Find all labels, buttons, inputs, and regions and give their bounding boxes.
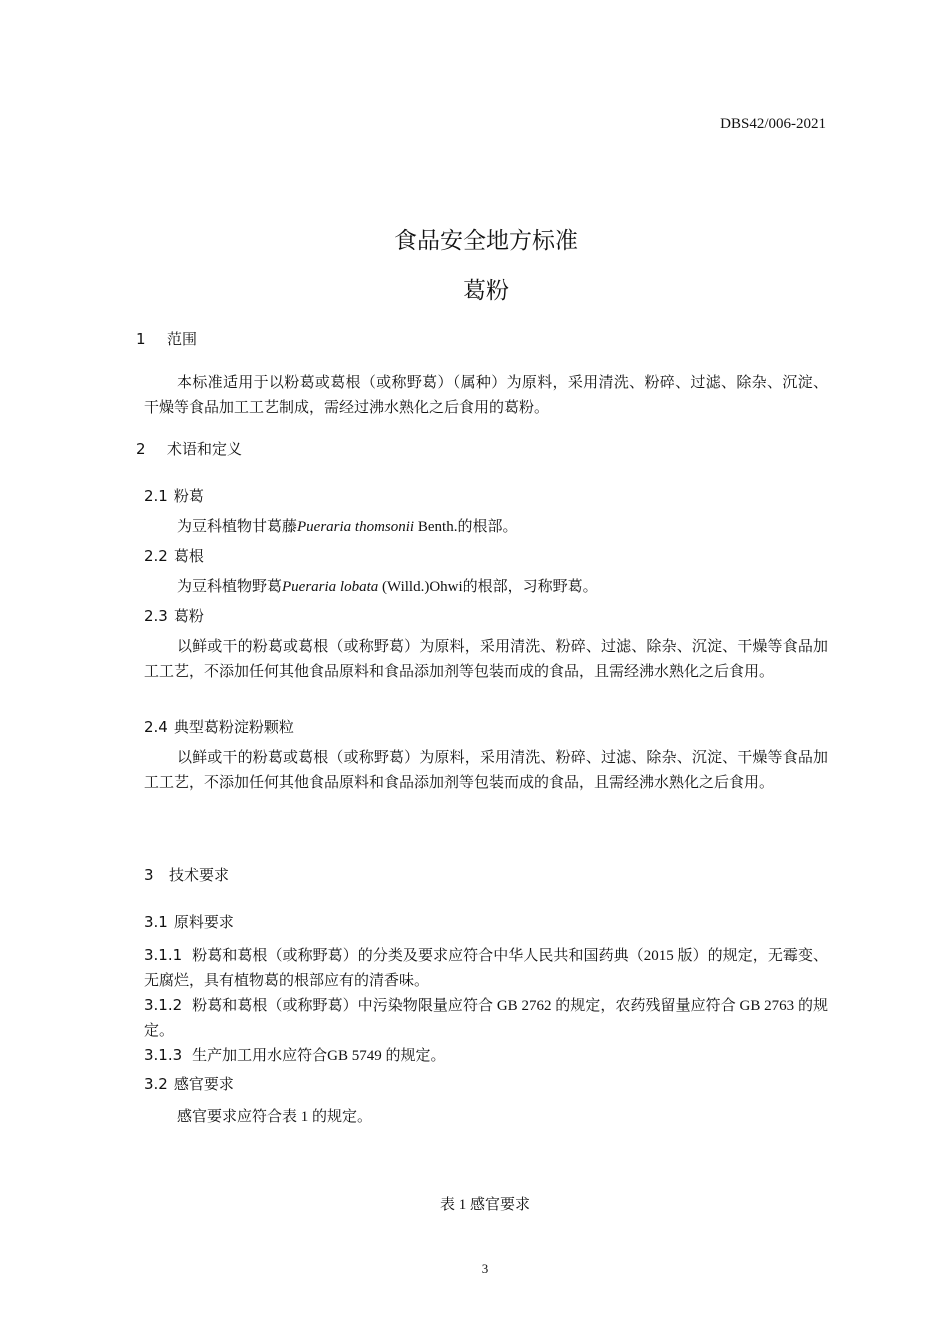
section-number: 2.4 xyxy=(144,718,168,736)
section-title: 粉葛 xyxy=(173,487,204,505)
section-2-4-paragraph: 以鲜或干的粉葛或葛根（或称野葛）为原料，采用清洗、粉碎、过滤、除杂、沉淀、干燥等食品加工工艺，不添加任何其他食品原料和食品添加剂等包装而成的食品，且需经沸水熟化之后食用。 xyxy=(144,750,828,791)
section-number: 3 xyxy=(144,866,154,884)
clause-3-1-3 xyxy=(144,1043,828,1069)
section-2-2-paragraph xyxy=(144,575,828,600)
latin-name: Pueraria lobata xyxy=(282,579,379,595)
section-2-1-heading xyxy=(144,485,204,506)
section-3-heading xyxy=(144,864,229,885)
section-title: 术语和定义 xyxy=(167,440,243,458)
section-title: 感官要求 xyxy=(173,1075,234,1093)
section-title: 葛根 xyxy=(173,547,204,565)
clause-number: 3.1.1 xyxy=(144,946,183,964)
section-1-heading xyxy=(136,328,197,349)
section-number: 3.1 xyxy=(144,913,168,931)
page-number: 3 xyxy=(481,1261,489,1276)
clause-3-1-2 xyxy=(144,993,828,1043)
section-title: 原料要求 xyxy=(173,913,234,931)
clause-number: 3.1.2 xyxy=(144,996,183,1014)
clause-text: 生产加工用水应符合GB 5749 的规定。 xyxy=(192,1048,446,1064)
definition-text: Benth.的根部。 xyxy=(414,519,518,535)
clause-text: 粉葛和葛根（或称野葛）的分类及要求应符合中华人民共和国药典（2015 版）的规定，无霉变、无腐烂，具有植物葛的根部应有的清香味。 xyxy=(144,948,828,989)
section-1-paragraph: 本标准适用于以粉葛或葛根（或称野葛）（属种）为原料，采用清洗、粉碎、过滤、除杂、沉淀、干燥等食品加工工艺制成，需经过沸水熟化之后食用的葛粉。 xyxy=(144,375,828,416)
standard-code: DBS42/006-2021 xyxy=(720,116,826,132)
clause-3-1-1 xyxy=(144,943,828,993)
section-title: 技术要求 xyxy=(169,866,230,884)
definition-text: 为豆科植物野葛 xyxy=(177,579,283,595)
section-number: 2 xyxy=(136,440,146,458)
section-number: 2.3 xyxy=(144,607,168,625)
clause-number: 3.1.3 xyxy=(144,1046,183,1064)
section-title: 葛粉 xyxy=(173,607,204,625)
section-2-3-paragraph: 以鲜或干的粉葛或葛根（或称野葛）为原料，采用清洗、粉碎、过滤、除杂、沉淀、干燥等食品加工工艺，不添加任何其他食品原料和食品添加剂等包装而成的食品，且需经沸水熟化之后食用。 xyxy=(144,639,828,680)
section-3-2-heading xyxy=(144,1073,234,1094)
section-2-3-heading xyxy=(144,605,204,626)
section-number: 2.1 xyxy=(144,487,168,505)
section-title: 典型葛粉淀粉颗粒 xyxy=(173,718,294,736)
section-3-1-heading xyxy=(144,911,234,932)
section-2-heading xyxy=(136,438,242,459)
definition-text: (Willd.)Ohwi的根部，习称野葛。 xyxy=(378,579,598,595)
clause-text: 粉葛和葛根（或称野葛）中污染物限量应符合 GB 2762 的规定，农药残留量应符合 GB 2763 的规定。 xyxy=(144,998,828,1039)
section-3-2-paragraph: 感官要求应符合表 1 的规定。 xyxy=(177,1109,373,1125)
section-2-2-heading xyxy=(144,545,204,566)
section-number: 1 xyxy=(136,330,146,348)
document-subtitle: 葛粉 xyxy=(463,278,509,304)
definition-text: 为豆科植物甘葛藤 xyxy=(177,519,298,535)
latin-name: Pueraria thomsonii xyxy=(297,519,415,535)
section-2-4-heading xyxy=(144,716,294,737)
section-title: 范围 xyxy=(167,330,198,348)
section-number: 3.2 xyxy=(144,1075,168,1093)
section-2-1-paragraph xyxy=(144,515,828,540)
table-caption: 表 1 感官要求 xyxy=(439,1197,530,1213)
document-title: 食品安全地方标准 xyxy=(394,228,578,254)
section-number: 2.2 xyxy=(144,547,168,565)
